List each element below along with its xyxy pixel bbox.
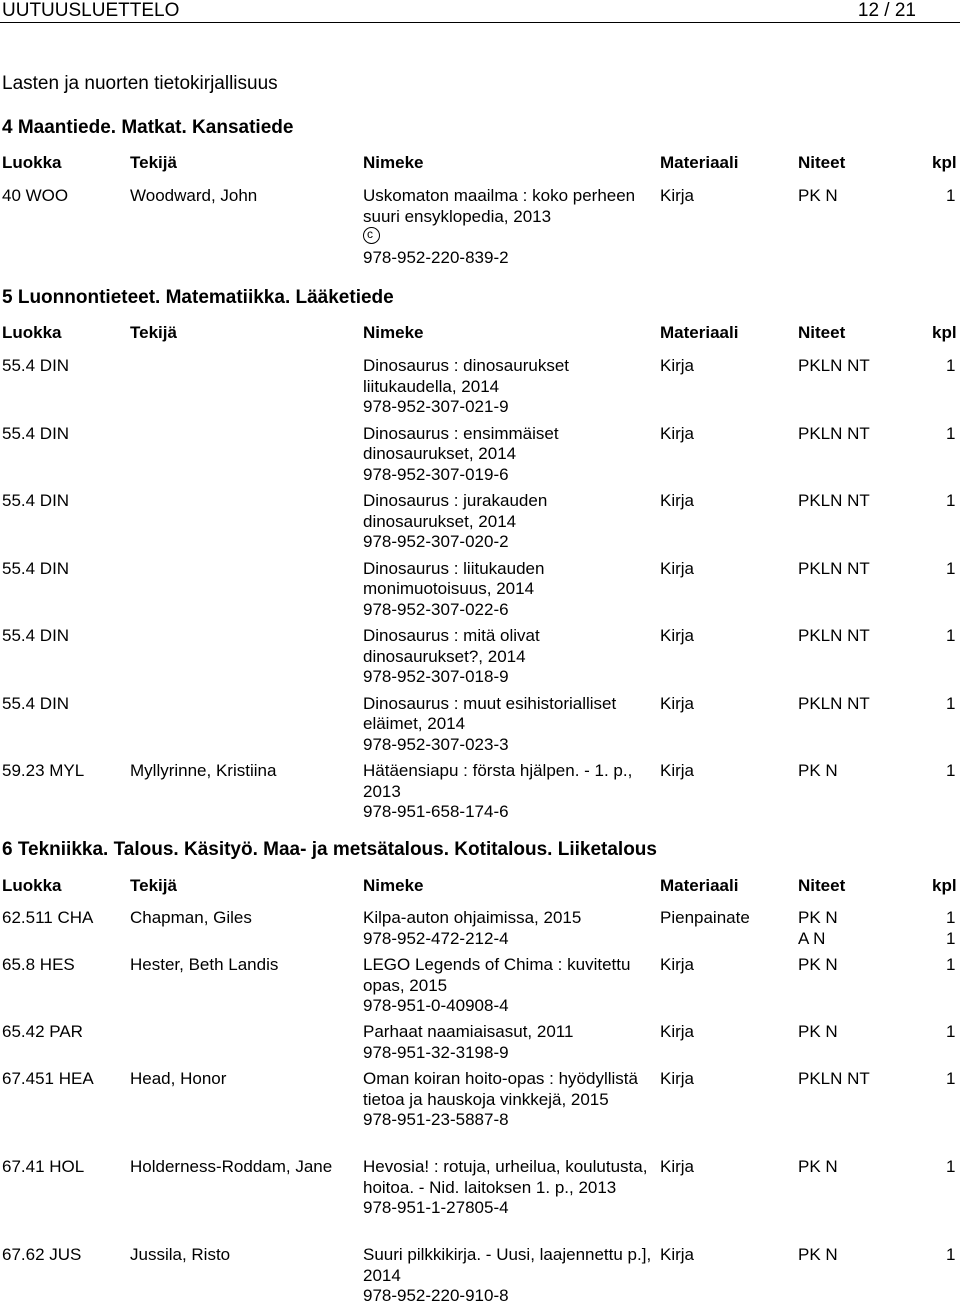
column-header-niteet: Niteet [798, 153, 846, 172]
isbn-text: 978-952-220-910-8 [363, 1286, 509, 1305]
tekija-cell: Woodward, John [130, 186, 258, 205]
nimeke-cell [363, 356, 653, 418]
nimeke-cell [363, 955, 653, 1017]
title-text: Dinosaurus : liitukauden monimuotoisuus, 2014 [363, 558, 545, 598]
kpl-value: 1 [946, 908, 956, 927]
materiaali-cell: Kirja [660, 186, 695, 205]
isbn-text: 978-951-23-5887-8 [363, 1110, 509, 1129]
title-text: Uskomaton maailma : koko perheen suuri ensyklopedia, 2013 [363, 186, 636, 226]
isbn-text: 978-952-472-212-4 [363, 928, 509, 948]
luokka-cell: 59.23 MYL [2, 761, 85, 780]
isbn-text: 978-952-307-020-2 [363, 532, 509, 551]
luokka-cell: 40 WOO [2, 186, 69, 205]
materiaali-cell: Kirja [660, 558, 695, 578]
table-row [0, 1022, 960, 1069]
kpl-cell: 1 [946, 491, 956, 510]
table-section-4 [0, 186, 960, 268]
column-header-kpl: kpl [932, 876, 957, 895]
title-text: Parhaat naamiaisasut, 2011 [363, 1022, 574, 1041]
materiaali-cell: Kirja [660, 1069, 695, 1088]
materiaali-cell: Kirja [660, 356, 695, 375]
table-row [0, 559, 960, 627]
isbn-text: 978-952-307-021-9 [363, 397, 509, 416]
nimeke-cell [363, 186, 653, 268]
isbn-text: 978-952-307-022-6 [363, 599, 509, 619]
kpl-cell: 1 [946, 761, 956, 780]
tekija-cell: Holderness-Roddam, Jane [130, 1157, 333, 1176]
section-title: 5 Luonnontieteet. Matematiikka. Lääketiede [2, 287, 394, 308]
table-row [0, 761, 960, 829]
niteet-cell: PK N [798, 1022, 838, 1041]
title-text: Oman koiran hoito-opas : hyödyllistä tietoa ja hauskoja vinkkejä, 2015 [363, 1069, 638, 1109]
table-row [0, 186, 960, 268]
title-text: Dinosaurus : jurakauden dinosaurukset, 2014 [363, 491, 548, 531]
isbn-text: 978-952-307-023-3 [363, 734, 509, 754]
kpl-cell: 1 [946, 1022, 956, 1041]
column-header-niteet: Niteet [798, 323, 846, 342]
isbn-text: 978-951-658-174-6 [363, 802, 509, 821]
title-text: Hevosia! : rotuja, urheilua, koulutusta, hoitoa. - Nid. laitoksen 1. p., 2013 [363, 1157, 648, 1197]
niteet-value: A N [798, 928, 826, 948]
title-text: Dinosaurus : muut esihistorialliset eläimet, 2014 [363, 693, 617, 733]
luokka-cell: 67.62 JUS [2, 1245, 82, 1264]
niteet-cell: PK N [798, 1157, 838, 1176]
section-title: 6 Tekniikka. Talous. Käsityö. Maa- ja metsätalous. Kotitalous. Liiketalous [2, 839, 657, 860]
luokka-cell: 55.4 DIN [2, 558, 70, 578]
table-row [0, 908, 960, 955]
materiaali-cell: Kirja [660, 423, 695, 443]
materiaali-cell: Kirja [660, 1157, 695, 1176]
niteet-cell: PK N [798, 761, 838, 780]
document-title: UUTUUSLUETTELO [2, 0, 180, 21]
table-row [0, 694, 960, 762]
nimeke-cell [363, 424, 653, 486]
kpl-cell: 1 [946, 558, 956, 578]
tekija-cell: Head, Honor [130, 1069, 227, 1088]
nimeke-cell [363, 491, 653, 553]
nimeke-cell [363, 626, 653, 688]
kpl-cell [946, 908, 955, 949]
luokka-cell: 67.451 HEA [2, 1069, 94, 1088]
kpl-cell: 1 [946, 1245, 956, 1264]
column-header-materiaali: Materiaali [660, 153, 739, 172]
title-text: Suuri pilkkikirja. - Uusi, laajennettu p.], 2014 [363, 1245, 652, 1285]
nimeke-cell [363, 694, 653, 756]
materiaali-cell: Kirja [660, 761, 695, 780]
page-header [0, 0, 960, 23]
isbn-text: 978-952-307-019-6 [363, 464, 509, 484]
kpl-value: 1 [946, 928, 956, 948]
kpl-cell: 1 [946, 356, 956, 375]
niteet-cell: PK N [798, 186, 838, 205]
luokka-cell: 55.4 DIN [2, 626, 70, 645]
column-header-materiaali: Materiaali [660, 876, 739, 895]
luokka-cell: 65.8 HES [2, 955, 75, 974]
luokka-cell: 55.4 DIN [2, 693, 70, 713]
section-title: 4 Maantiede. Matkat. Kansatiede [2, 117, 294, 138]
niteet-cell: PKLN NT [798, 558, 870, 578]
niteet-cell: PK N [798, 955, 838, 974]
column-header-luokka: Luokka [2, 876, 62, 895]
niteet-cell: PKLN NT [798, 423, 870, 443]
column-header-nimeke: Nimeke [363, 323, 424, 342]
niteet-cell: PKLN NT [798, 356, 870, 375]
tekija-cell: Jussila, Risto [130, 1245, 231, 1264]
nimeke-cell [363, 1245, 653, 1307]
column-header-luokka: Luokka [2, 323, 62, 342]
materiaali-cell: Kirja [660, 693, 695, 713]
kpl-cell: 1 [946, 186, 956, 205]
table-section-5 [0, 356, 960, 829]
column-header-niteet: Niteet [798, 876, 846, 895]
niteet-cell: PK N [798, 1245, 838, 1264]
column-header-nimeke: Nimeke [363, 876, 424, 895]
title-text: Dinosaurus : dinosaurukset liitukaudella, 2014 [363, 356, 570, 396]
tekija-cell: Hester, Beth Landis [130, 955, 279, 974]
isbn-text: 978-952-220-839-2 [363, 247, 509, 267]
niteet-value: PK N [798, 908, 838, 927]
kpl-cell: 1 [946, 1157, 956, 1176]
niteet-cell: PKLN NT [798, 1069, 870, 1088]
kpl-cell: 1 [946, 626, 956, 645]
table-row [0, 491, 960, 559]
materiaali-cell: Kirja [660, 626, 695, 645]
materiaali-cell: Kirja [660, 1245, 695, 1264]
nimeke-cell [363, 761, 653, 823]
kpl-cell: 1 [946, 423, 956, 443]
column-header-row [0, 152, 960, 174]
column-header-luokka: Luokka [2, 153, 62, 172]
table-row [0, 1069, 960, 1157]
isbn-text: 978-951-32-3198-9 [363, 1042, 509, 1062]
title-text: LEGO Legends of Chima : kuvitettu opas, 2015 [363, 955, 631, 995]
luokka-cell: 55.4 DIN [2, 491, 70, 510]
kpl-cell: 1 [946, 693, 956, 713]
luokka-cell: 62.511 CHA [2, 908, 94, 927]
kpl-cell: 1 [946, 955, 956, 974]
niteet-cell: PKLN NT [798, 626, 870, 645]
nimeke-cell [363, 1069, 653, 1131]
nimeke-cell [363, 908, 653, 949]
luokka-cell: 65.42 PAR [2, 1022, 83, 1041]
nimeke-cell [363, 1157, 653, 1219]
copyright-icon [363, 227, 380, 244]
title-text: Dinosaurus : ensimmäiset dinosaurukset, 2014 [363, 423, 559, 463]
title-text: Dinosaurus : mitä olivat dinosaurukset?, 2014 [363, 626, 540, 666]
materiaali-cell: Pienpainate [660, 908, 750, 927]
luokka-cell: 55.4 DIN [2, 356, 70, 375]
table-row [0, 626, 960, 694]
column-header-tekija: Tekijä [130, 153, 177, 172]
luokka-cell: 55.4 DIN [2, 423, 70, 443]
page-number: 12 / 21 [857, 0, 916, 21]
materiaali-cell: Kirja [660, 955, 695, 974]
nimeke-cell [363, 1022, 653, 1063]
table-section-6 [0, 908, 960, 1312]
column-header-tekija: Tekijä [130, 323, 177, 342]
column-header-kpl: kpl [932, 153, 957, 172]
column-header-kpl: kpl [932, 323, 957, 342]
materiaali-cell: Kirja [660, 491, 695, 510]
column-header-row [0, 875, 960, 897]
niteet-cell: PKLN NT [798, 693, 870, 713]
luokka-cell: 67.41 HOL [2, 1157, 85, 1176]
table-row [0, 955, 960, 1022]
title-text: Kilpa-auton ohjaimissa, 2015 [363, 908, 582, 927]
kpl-cell: 1 [946, 1069, 956, 1088]
tekija-cell: Myllyrinne, Kristiina [130, 761, 277, 780]
column-header-tekija: Tekijä [130, 876, 177, 895]
niteet-cell: PKLN NT [798, 491, 870, 510]
table-row [0, 1157, 960, 1245]
category-title: Lasten ja nuorten tietokirjallisuus [2, 73, 278, 94]
isbn-text: 978-952-307-018-9 [363, 667, 509, 686]
materiaali-cell: Kirja [660, 1022, 695, 1041]
title-text: Hätäensiapu : första hjälpen. - 1. p., 2013 [363, 761, 633, 801]
isbn-text: 978-951-0-40908-4 [363, 996, 509, 1015]
table-row [0, 356, 960, 424]
nimeke-cell [363, 559, 653, 621]
column-header-row [0, 322, 960, 344]
table-row [0, 424, 960, 492]
tekija-cell: Chapman, Giles [130, 908, 252, 927]
column-header-nimeke: Nimeke [363, 153, 424, 172]
column-header-materiaali: Materiaali [660, 323, 739, 342]
table-row [0, 1245, 960, 1312]
niteet-cell [798, 908, 838, 949]
isbn-text: 978-951-1-27805-4 [363, 1198, 509, 1217]
